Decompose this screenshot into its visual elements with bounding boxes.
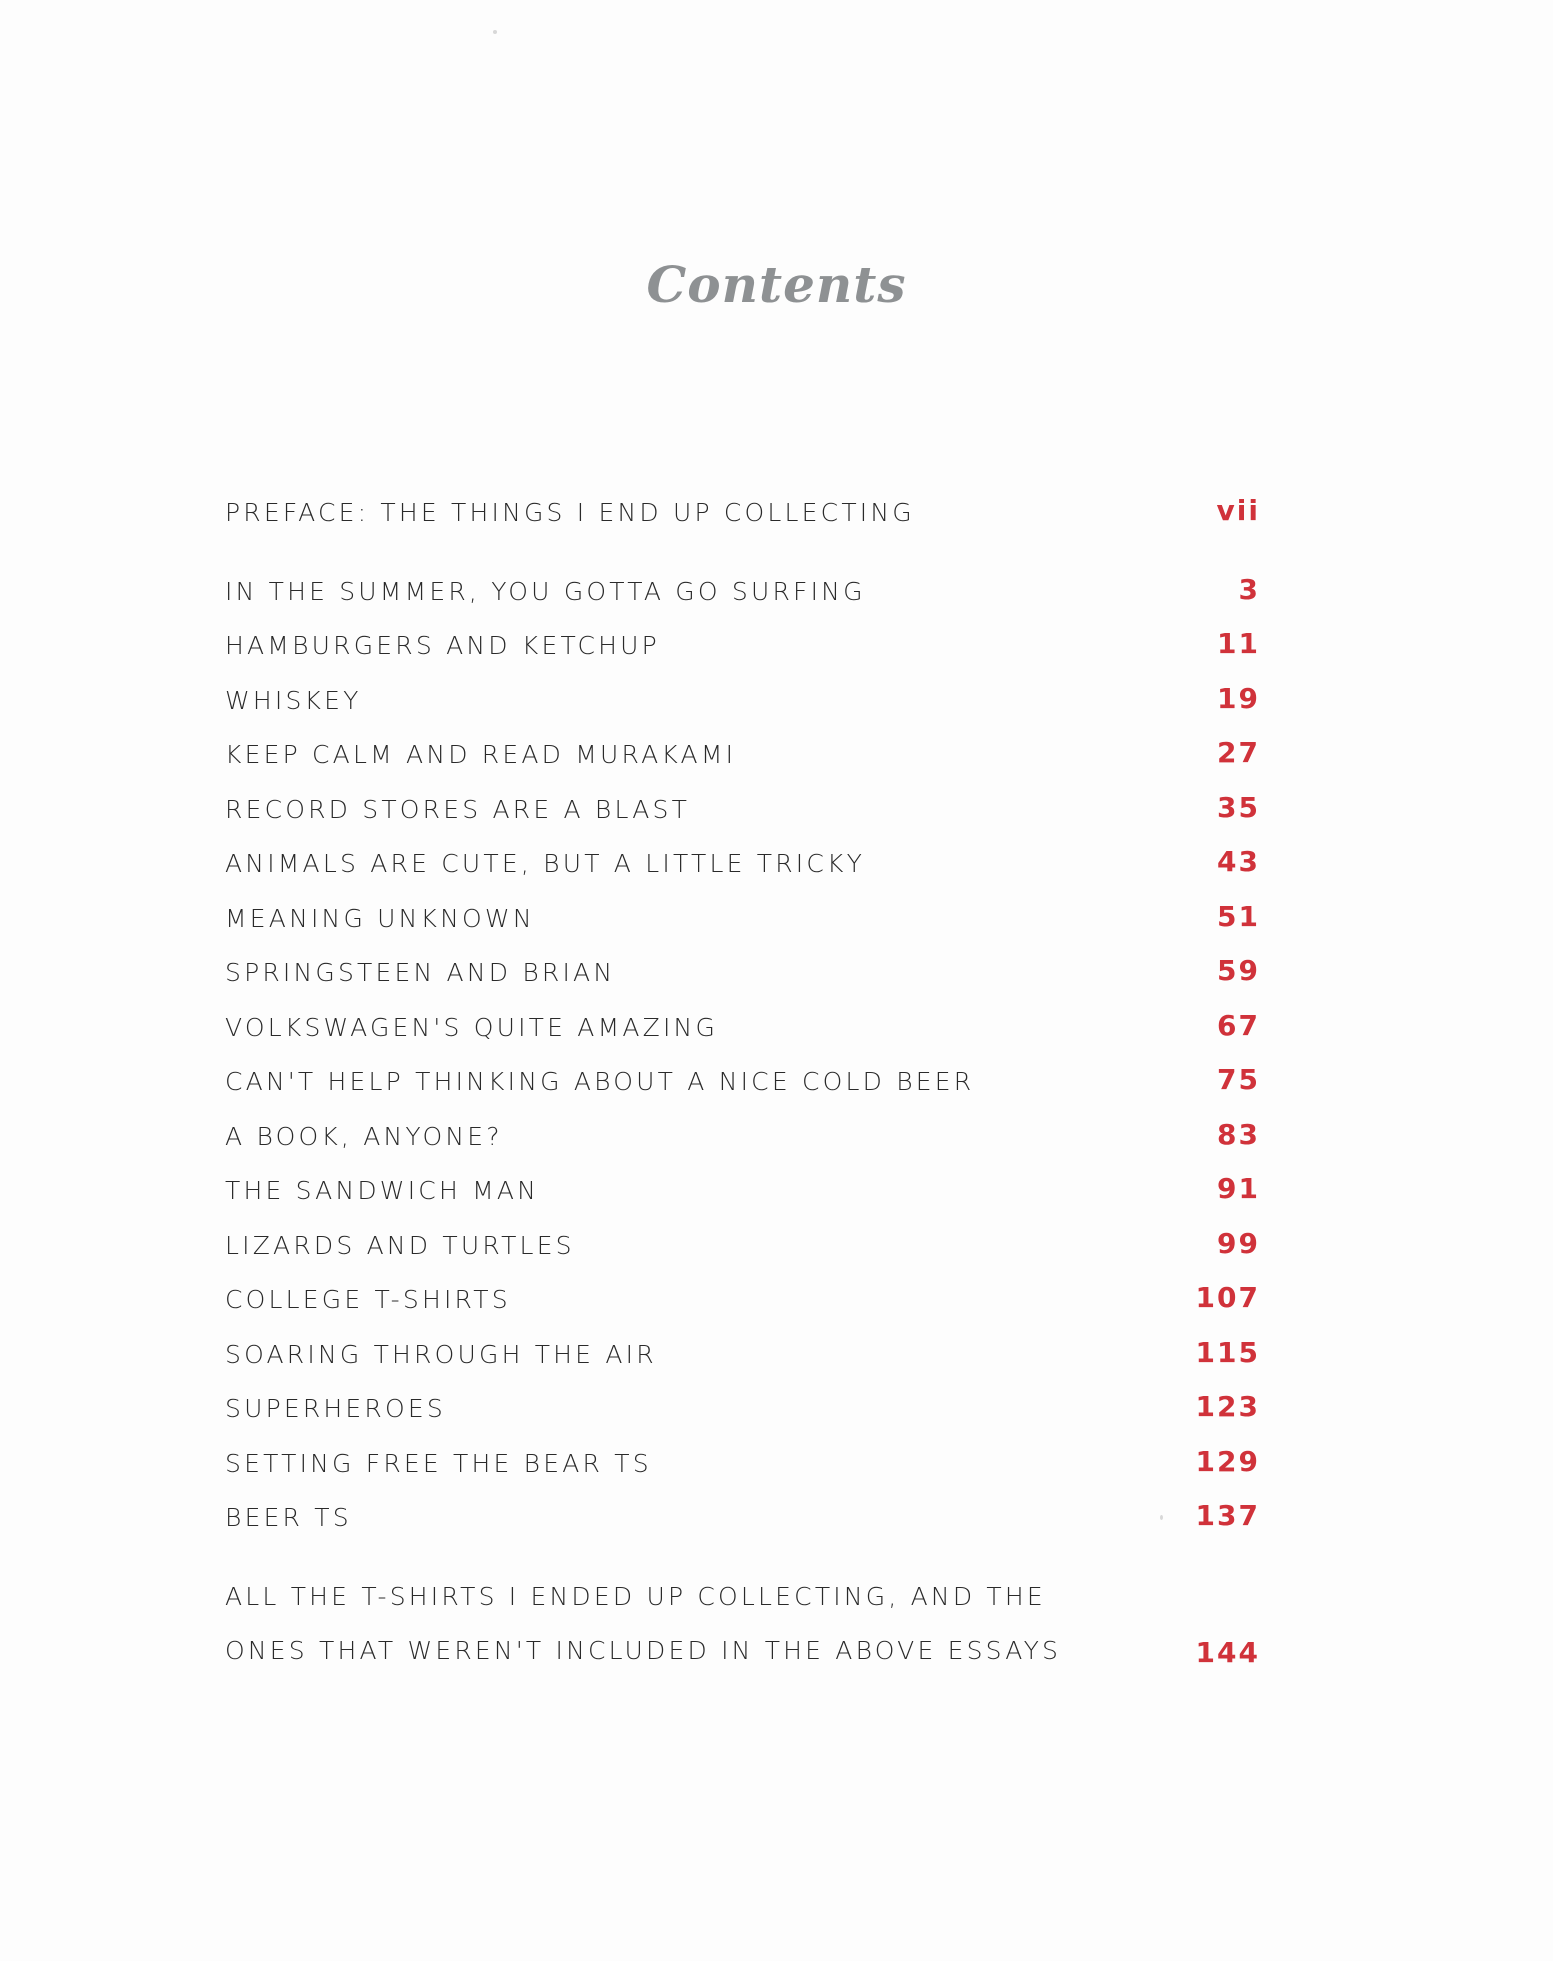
toc-page-number: 99 [1217,1227,1260,1260]
toc-page-number: 19 [1217,682,1260,715]
toc-page-number: 67 [1217,1009,1260,1042]
toc-entry-label: KEEP CALM AND READ MURAKAMI [225,740,737,769]
toc-page-number: 75 [1217,1063,1260,1096]
toc-page-number: 35 [1217,791,1260,824]
toc-entry-label: SETTING FREE THE BEAR TS [225,1449,652,1478]
toc-entry-label: MEANING UNKNOWN [225,904,535,933]
toc-page-number: 129 [1195,1445,1260,1478]
toc-page-number: 107 [1195,1281,1260,1314]
toc-entry-label: THE SANDWICH MAN [225,1176,540,1205]
toc-entry-label: RECORD STORES ARE A BLAST [225,795,691,824]
toc-entry-label [225,1570,1061,1678]
toc-page-number: 123 [1195,1390,1260,1423]
toc-entry-label: PREFACE: THE THINGS I END UP COLLECTING [225,498,915,527]
page-title: Contents [646,255,907,314]
toc-page-number: vii [1216,494,1260,527]
toc-entry-label: VOLKSWAGEN'S QUITE AMAZING [225,1013,719,1042]
toc-page-number: 43 [1217,845,1260,878]
scan-speck [493,30,497,34]
toc-page-number: 137 [1195,1499,1260,1532]
toc-page-number: 144 [1195,1636,1260,1669]
toc-entry-label: SUPERHEROES [225,1394,446,1423]
toc-page-number: 11 [1217,627,1260,660]
toc-page-number: 115 [1195,1336,1260,1369]
toc-entry-label-line-2: ONES THAT WEREN'T INCLUDED IN THE ABOVE ESSAYS [225,1636,1062,1665]
toc-entry-label: WHISKEY [225,686,362,715]
toc-entry-label: SOARING THROUGH THE AIR [225,1340,657,1369]
toc-page-number: 91 [1217,1172,1260,1205]
toc-entry-label: ANIMALS ARE CUTE, BUT A LITTLE TRICKY [225,849,866,878]
toc-entry-label: IN THE SUMMER, YOU GOTTA GO SURFING [225,577,866,606]
toc-entry-label: SPRINGSTEEN AND BRIAN [225,958,616,987]
toc-entry-label-line-1: ALL THE T-SHIRTS I ENDED UP COLLECTING, AND THE [225,1582,1046,1611]
toc-entry-label: COLLEGE T-SHIRTS [225,1285,511,1314]
toc-entry-label: CAN'T HELP THINKING ABOUT A NICE COLD BEER [225,1067,975,1096]
toc-page-number: 83 [1217,1118,1260,1151]
toc-page-number: 59 [1217,954,1260,987]
toc-entry-label: BEER TS [225,1503,352,1532]
toc-page-number: 51 [1217,900,1260,933]
toc-entry-label: HAMBURGERS AND KETCHUP [225,631,660,660]
toc-page-number: 3 [1238,573,1260,606]
toc-page-number: 27 [1217,736,1260,769]
scan-speck [1160,1515,1163,1520]
toc-entry-label: LIZARDS AND TURTLES [225,1231,575,1260]
toc-entry-label: A BOOK, ANYONE? [225,1122,503,1151]
